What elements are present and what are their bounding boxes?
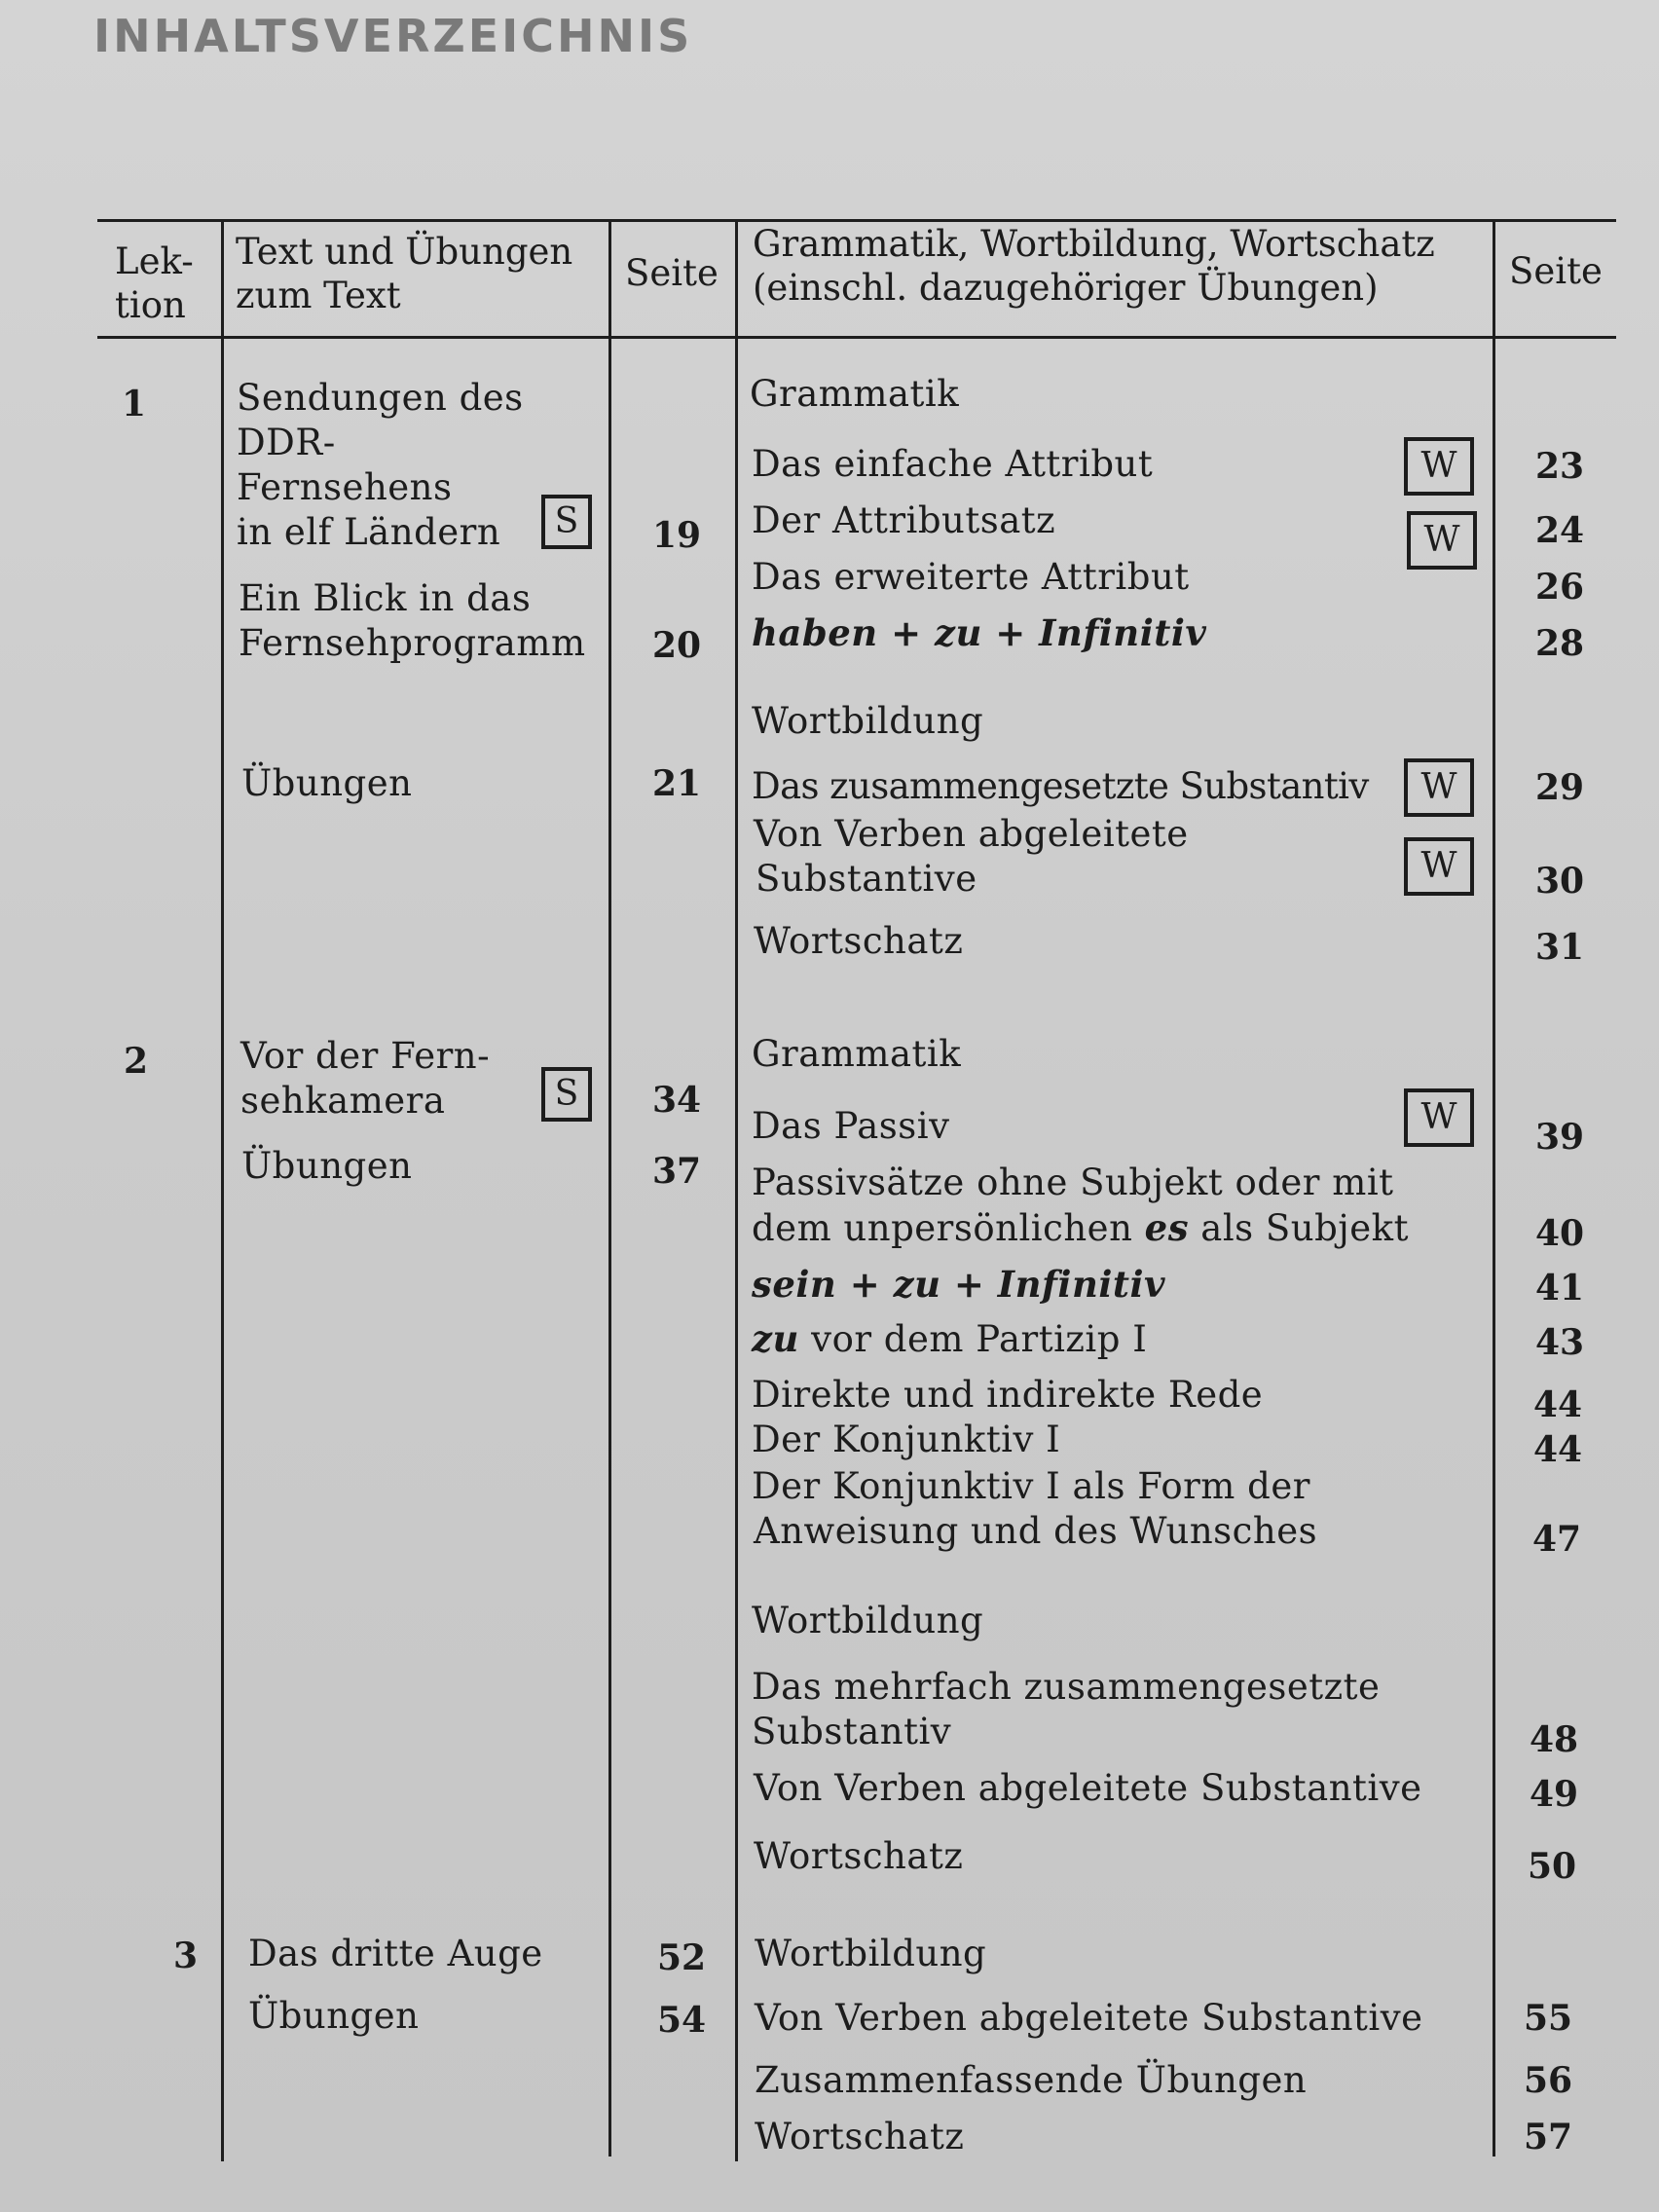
text-page-number: 19 xyxy=(651,515,702,556)
column-divider-4 xyxy=(1493,219,1495,2157)
header-bottom-rule xyxy=(97,336,1616,339)
grammar-topic: sein + zu + Infinitiv xyxy=(752,1263,1166,1306)
grammar-topic xyxy=(752,1316,1147,1362)
text-page-number: 37 xyxy=(651,1151,702,1192)
grammar-topic xyxy=(752,1205,1409,1251)
grammar-topic: Der Konjunktiv I xyxy=(752,1419,1061,1460)
grammar-topic: Das Passiv xyxy=(752,1105,950,1147)
grammar-page-number: 26 xyxy=(1534,567,1585,608)
section-heading: Wortbildung xyxy=(752,1600,984,1641)
text-page-number: 21 xyxy=(651,763,702,804)
text-title-line: Ein Blick in das xyxy=(239,577,532,619)
grammar-topic-italic: es xyxy=(1144,1206,1190,1249)
grammar-topic: haben + zu + Infinitiv xyxy=(752,611,1207,654)
vocabulary-page-number: 50 xyxy=(1527,1846,1577,1887)
text-title-line: Fernsehens xyxy=(237,466,453,508)
header-lektion-line-1: Lek- xyxy=(115,240,194,282)
grammar-page-number: 24 xyxy=(1534,510,1585,551)
section-heading: Wortschatz xyxy=(754,920,964,962)
word-formation-topic: Von Verben abgeleitete Substantive xyxy=(755,1997,1423,2039)
text-title-line: Übungen xyxy=(241,1145,413,1187)
grammar-page-number: 23 xyxy=(1534,446,1585,487)
grammar-page-number: 44 xyxy=(1532,1384,1583,1425)
grammar-topic: Passivsätze ohne Subjekt oder mit xyxy=(752,1161,1394,1203)
grammar-page-number: 41 xyxy=(1534,1268,1585,1309)
s-mark-box: S xyxy=(541,1067,592,1122)
word-formation-page-number: 29 xyxy=(1534,767,1585,808)
vocabulary-page-number: 57 xyxy=(1523,2117,1573,2157)
header-grammatik-line-2: (einschl. dazugehöriger Übungen) xyxy=(753,267,1379,309)
vocabulary-page-number: 31 xyxy=(1534,927,1585,968)
lesson-number: 1 xyxy=(122,384,147,424)
grammar-topic: Der Attributsatz xyxy=(752,499,1056,541)
w-mark-box: W xyxy=(1404,1088,1474,1147)
word-formation-topic: Von Verben abgeleitete Substantive xyxy=(754,1767,1422,1809)
section-heading: Grammatik xyxy=(752,1033,962,1075)
lesson-number: 3 xyxy=(173,1936,199,1976)
column-divider-1 xyxy=(221,219,224,2161)
header-text-line-1: Text und Übungen xyxy=(236,231,573,273)
grammar-topic: Der Konjunktiv I als Form der xyxy=(752,1465,1310,1507)
w-mark-box: W xyxy=(1404,758,1474,817)
word-formation-page-number: 30 xyxy=(1534,861,1585,902)
text-page-number: 20 xyxy=(651,625,702,666)
grammar-page-number: 40 xyxy=(1534,1213,1585,1254)
section-heading: Wortbildung xyxy=(755,1933,987,1974)
word-formation-topic: Zusammenfassende Übungen xyxy=(755,2059,1308,2101)
word-formation-topic: Das zusammengesetzte Substantiv xyxy=(752,765,1369,807)
header-grammatik-line-1: Grammatik, Wortbildung, Wortschatz xyxy=(753,223,1435,265)
section-heading: Wortschatz xyxy=(755,2116,965,2157)
w-mark-box: W xyxy=(1404,437,1474,496)
section-heading: Wortschatz xyxy=(754,1835,964,1877)
grammar-page-number: 28 xyxy=(1534,623,1585,664)
text-page-number: 52 xyxy=(656,1937,707,1978)
grammar-page-number: 39 xyxy=(1534,1117,1585,1158)
grammar-topic-part: vor dem Partizip I xyxy=(798,1318,1148,1360)
text-title-line: in elf Ländern xyxy=(237,511,501,553)
text-title-line: Vor der Fern- xyxy=(240,1035,491,1077)
w-mark-box: W xyxy=(1407,511,1477,570)
text-title-line: Sendungen des xyxy=(237,377,524,419)
text-title-line: Übungen xyxy=(241,762,413,804)
text-title-line: Das dritte Auge xyxy=(248,1933,543,1974)
word-formation-topic: Das mehrfach zusammengesetzte xyxy=(752,1666,1381,1708)
text-title-line: Fernsehprogramm xyxy=(239,622,586,664)
text-title-line: Übungen xyxy=(248,1995,420,2037)
word-formation-topic: Substantiv xyxy=(752,1711,952,1752)
grammar-topic-italic: zu xyxy=(752,1317,799,1360)
text-title-line: DDR- xyxy=(237,422,336,463)
w-mark-box: W xyxy=(1404,837,1474,896)
word-formation-page-number: 49 xyxy=(1529,1774,1579,1815)
header-grammatik xyxy=(753,222,1435,310)
text-page-number: 54 xyxy=(656,2000,707,2041)
word-formation-page-number: 48 xyxy=(1529,1719,1579,1760)
grammar-topic: Anweisung und des Wunsches xyxy=(754,1510,1318,1552)
grammar-topic-part: als Subjekt xyxy=(1189,1207,1409,1249)
header-lektion-line-2: tion xyxy=(115,284,186,326)
text-title-line: sehkamera xyxy=(240,1080,446,1122)
grammar-topic: Direkte und indirekte Rede xyxy=(752,1374,1264,1416)
word-formation-page-number: 56 xyxy=(1523,2060,1573,2101)
section-heading: Wortbildung xyxy=(752,700,984,742)
grammar-page-number: 47 xyxy=(1531,1519,1582,1560)
text-page-number: 34 xyxy=(651,1080,702,1121)
section-heading: Grammatik xyxy=(750,373,960,415)
lesson-number: 2 xyxy=(124,1041,149,1082)
header-lektion xyxy=(115,240,194,327)
column-divider-3 xyxy=(735,219,738,2161)
column-divider-2 xyxy=(608,219,611,2157)
header-seite-2: Seite xyxy=(1509,250,1603,292)
page-title: INHALTSVERZEICHNIS xyxy=(93,10,693,62)
header-text-line-2: zum Text xyxy=(236,275,401,316)
grammar-topic: Das erweiterte Attribut xyxy=(752,556,1190,598)
word-formation-page-number: 55 xyxy=(1523,1998,1573,2039)
grammar-topic: Das einfache Attribut xyxy=(752,443,1154,485)
word-formation-topic: Substantive xyxy=(756,858,977,900)
header-text xyxy=(236,230,572,317)
grammar-page-number: 43 xyxy=(1534,1322,1585,1363)
s-mark-box: S xyxy=(541,495,592,549)
word-formation-topic: Von Verben abgeleitete xyxy=(754,813,1189,855)
grammar-page-number: 44 xyxy=(1532,1429,1583,1470)
grammar-topic-part: dem unpersönlichen xyxy=(752,1207,1145,1249)
header-seite-1: Seite xyxy=(625,252,719,294)
